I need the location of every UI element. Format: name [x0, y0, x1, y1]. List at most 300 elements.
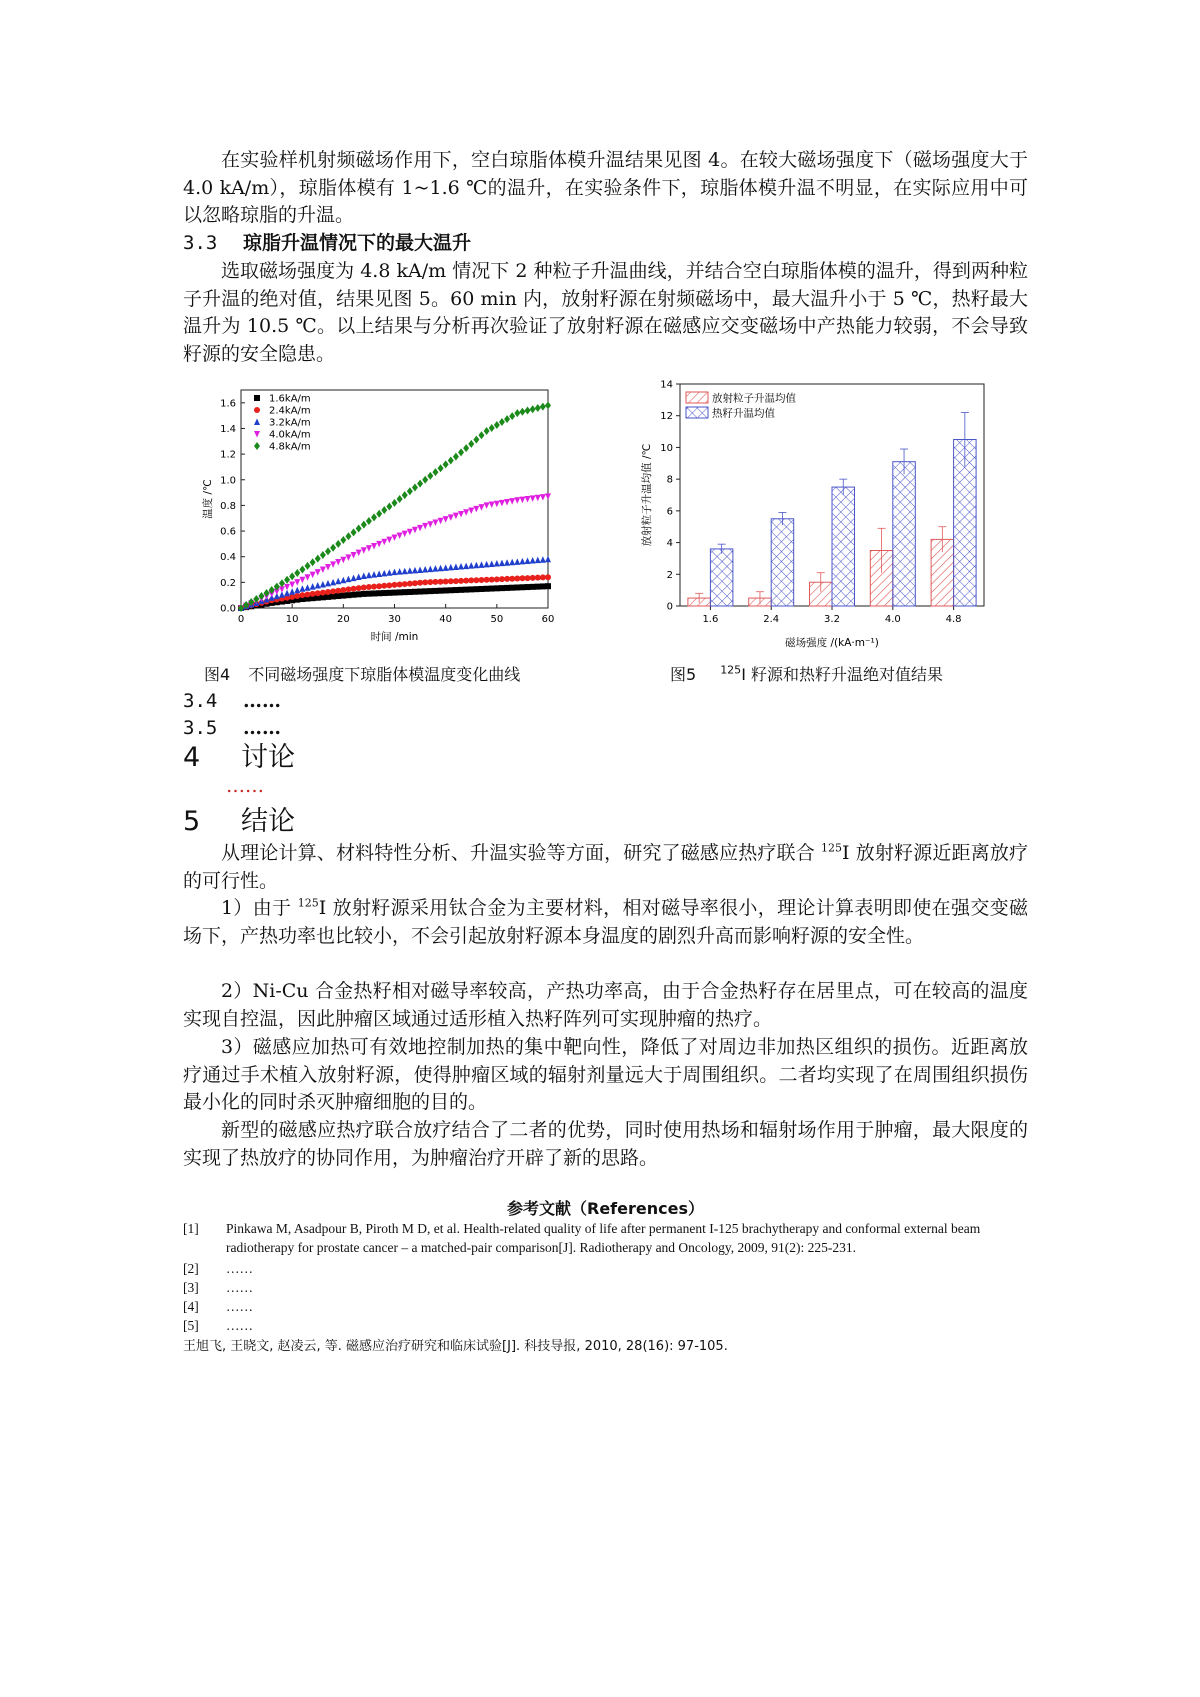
- reference-number: [3]: [183, 1280, 199, 1295]
- bar-thermoseed: [893, 462, 915, 606]
- data-point: [458, 587, 464, 593]
- conclusion-p1: [183, 840, 1028, 895]
- data-point: [525, 496, 531, 503]
- data-point: [473, 562, 479, 569]
- data-point: [386, 502, 392, 510]
- data-point: [253, 595, 259, 603]
- data-point: [530, 495, 536, 502]
- data-point: [340, 557, 346, 564]
- data-point: [330, 593, 336, 599]
- section-3-5-heading: [183, 715, 281, 742]
- data-point: [535, 575, 541, 581]
- data-point: [453, 513, 459, 520]
- legend-label: 热籽升温均值: [712, 407, 775, 420]
- data-point: [402, 581, 408, 587]
- section-3-4-text: ……: [243, 690, 281, 712]
- data-point: [484, 427, 490, 435]
- data-point: [386, 582, 392, 588]
- data-point: [356, 585, 362, 591]
- data-point: [458, 511, 464, 518]
- reference-text: Pinkawa M, Asadpour B, Piroth M D, et al. Health-related quality of life after permanent I-125 brachytherapy and conformal external beam radiotherapy for prostate cancer – a matched-pair comparison[J]. Radiotherapy and Oncology, 2009, 91(2): 225-231.: [226, 1221, 981, 1255]
- data-point: [397, 568, 403, 575]
- data-point: [397, 589, 403, 595]
- data-point: [540, 583, 546, 589]
- data-point: [519, 575, 525, 581]
- data-point: [412, 589, 418, 595]
- data-point: [478, 586, 484, 592]
- data-point: [299, 566, 305, 574]
- data-point: [294, 587, 300, 594]
- data-point: [335, 588, 341, 594]
- data-point: [289, 572, 295, 580]
- x-tick-label: 2.4: [763, 614, 780, 625]
- data-point: [386, 537, 392, 544]
- y-tick-label: 4: [666, 538, 673, 550]
- data-point: [540, 556, 546, 563]
- data-point: [509, 576, 515, 582]
- reference-text: ……: [226, 1280, 253, 1295]
- conclusion-p3: 2）Ni-Cu 合金热籽相对磁导率较高，产热功率高，由于合金热籽存在居里点，可在较高的温度实现自控温，因此肿瘤区域通过适形植入热籽阵列可实现肿瘤的热疗。: [183, 980, 1028, 1030]
- data-point: [438, 464, 444, 472]
- data-point: [525, 557, 531, 564]
- y-tick-label: 6: [666, 506, 673, 518]
- data-point: [494, 501, 500, 508]
- data-point: [330, 588, 336, 594]
- section-3-5-text: ……: [243, 717, 281, 739]
- data-point: [535, 495, 541, 502]
- data-point: [545, 401, 551, 409]
- section-3-4-number: 3.4: [183, 690, 218, 712]
- data-point: [407, 529, 413, 536]
- legend-label: 4.8kA/m: [269, 441, 311, 453]
- data-point: [499, 585, 505, 591]
- data-point: [540, 403, 546, 411]
- data-point: [478, 577, 484, 583]
- section-5-title: 结论: [241, 806, 295, 837]
- data-point: [535, 404, 541, 412]
- data-point: [422, 588, 428, 594]
- data-point: [545, 574, 551, 580]
- reference-item-2: [183, 1260, 1028, 1279]
- data-point: [463, 578, 469, 584]
- section-3-3-body: 选取磁场强度为 4.8 kA/m 情况下 2 种粒子升温曲线，并结合空白琼脂体模的温升，得到两种粒子升温的绝对值，结果见图 5。60 min 内，放射籽源在射频磁场中，最大温升小于 5 ℃，热籽最大温升为 10.5 ℃。以上结果与分析再次验证了放射籽源在磁感应交变磁场中产热能力较弱，不会导致籽源的安全隐患。: [183, 260, 1028, 365]
- data-point: [351, 592, 357, 598]
- data-point: [443, 587, 449, 593]
- data-point: [509, 412, 515, 420]
- data-point: [356, 550, 362, 557]
- data-point: [545, 556, 551, 563]
- legend-swatch: [686, 392, 708, 403]
- data-point: [545, 583, 551, 589]
- data-point: [325, 580, 331, 587]
- data-point: [376, 510, 382, 518]
- data-point: [494, 560, 500, 567]
- section-5-heading: [183, 806, 295, 838]
- section-4-number: 4: [183, 742, 201, 773]
- section-3-5-number: 3.5: [183, 717, 218, 739]
- data-point: [381, 583, 387, 589]
- data-point: [315, 555, 321, 563]
- legend-entry: [686, 407, 775, 420]
- data-point: [417, 580, 423, 586]
- data-point: [443, 460, 449, 468]
- reference-item-3: [183, 1279, 1028, 1298]
- data-point: [438, 518, 444, 525]
- data-point: [489, 586, 495, 592]
- data-point: [499, 500, 505, 507]
- data-point: [473, 577, 479, 583]
- data-point: [427, 566, 433, 573]
- section-3-4-heading: [183, 688, 281, 715]
- legend-label: 4.0kA/m: [269, 429, 311, 441]
- reference-number: [1]: [183, 1221, 199, 1236]
- y-tick-label: 2: [666, 569, 673, 581]
- data-point: [525, 575, 531, 581]
- conclusion-p2-sup: 125: [297, 896, 319, 910]
- data-point: [422, 523, 428, 530]
- section-5-number: 5: [183, 806, 201, 837]
- data-point: [294, 593, 300, 599]
- data-point: [514, 584, 520, 590]
- data-point: [392, 499, 398, 507]
- y-tick-label: 1.2: [220, 449, 236, 461]
- figure5-chart: [628, 378, 1008, 653]
- legend-label: 放射粒子升温均值: [712, 392, 796, 405]
- data-point: [254, 407, 260, 413]
- legend-entry: [254, 418, 311, 429]
- data-point: [397, 581, 403, 587]
- data-point: [489, 502, 495, 509]
- data-point: [412, 527, 418, 534]
- data-point: [356, 574, 362, 581]
- reference-number: [4]: [183, 1299, 199, 1314]
- figure4-caption-text: 不同磁场强度下琼脂体模温度变化曲线: [248, 665, 521, 684]
- data-point: [438, 565, 444, 572]
- data-point: [325, 547, 331, 555]
- data-point: [432, 588, 438, 594]
- data-point: [366, 572, 372, 579]
- data-point: [514, 576, 520, 582]
- data-point: [294, 579, 300, 586]
- reference-item-4: [183, 1298, 1028, 1317]
- data-point: [345, 592, 351, 598]
- data-point: [305, 562, 311, 570]
- data-point: [519, 558, 525, 565]
- data-point: [499, 560, 505, 567]
- section-4-heading: [183, 742, 295, 774]
- y-tick-label: 1.0: [220, 475, 236, 487]
- data-point: [530, 405, 536, 413]
- legend-entry: [254, 394, 311, 405]
- data-point: [305, 574, 311, 581]
- data-point: [525, 584, 531, 590]
- data-point: [489, 424, 495, 432]
- data-point: [366, 517, 372, 525]
- reference-text: ……: [226, 1318, 253, 1333]
- data-point: [448, 514, 454, 521]
- data-point: [371, 513, 377, 521]
- data-point: [530, 584, 536, 590]
- data-point: [438, 579, 444, 585]
- section-4-body: ……: [226, 775, 264, 797]
- reference-text: ……: [226, 1299, 253, 1314]
- data-point: [366, 591, 372, 597]
- y-tick-label: 1.4: [220, 423, 236, 435]
- data-point: [345, 576, 351, 583]
- x-tick-label: 4.0: [884, 614, 901, 625]
- data-point: [407, 589, 413, 595]
- data-point: [310, 583, 316, 590]
- data-point: [448, 457, 454, 465]
- data-point: [335, 593, 341, 599]
- data-point: [473, 506, 479, 513]
- data-point: [468, 440, 474, 448]
- data-point: [402, 531, 408, 538]
- data-point: [494, 576, 500, 582]
- legend-label: 3.2kA/m: [269, 417, 311, 429]
- data-point: [509, 559, 515, 566]
- reference-extra: 王旭飞, 王晓文, 赵凌云, 等. 磁感应治疗研究和临床试验[J]. 科技导报, 2010, 28(16): 97-105.: [183, 1339, 728, 1354]
- data-point: [453, 587, 459, 593]
- data-point: [330, 561, 336, 568]
- y-axis-label: 温度 /℃: [202, 479, 214, 519]
- data-point: [519, 408, 525, 416]
- data-point: [417, 525, 423, 532]
- intro-paragraph: 在实验样机射频磁场作用下，空白琼脂体模升温结果见图 4。在较大磁场强度下（磁场强度大于 4.0 kA/m），琼脂体模有 1~1.6 ℃的温升，在实验条件下，琼脂体模升温不明显，在实际应用中可以忽略琼脂的升温。: [183, 149, 1028, 226]
- data-point: [371, 590, 377, 596]
- data-point: [361, 591, 367, 597]
- data-point: [432, 579, 438, 585]
- data-point: [376, 541, 382, 548]
- y-tick-label: 0.6: [220, 526, 236, 538]
- data-point: [417, 566, 423, 573]
- references-title: 参考文献（References）: [507, 1199, 704, 1218]
- x-axis-label: 时间 /min: [370, 631, 419, 643]
- y-tick-label: 8: [666, 474, 673, 486]
- data-point: [463, 563, 469, 570]
- data-point: [504, 576, 510, 582]
- conclusion-p1-a: 从理论计算、材料特性分析、升温实验等方面，研究了磁感应热疗联合: [221, 842, 822, 864]
- figure4-chart: [183, 378, 573, 653]
- data-point: [284, 584, 290, 591]
- legend-label: 2.4kA/m: [269, 405, 311, 417]
- data-point: [484, 586, 490, 592]
- data-point: [489, 577, 495, 583]
- x-tick-label: 4.8: [945, 614, 962, 625]
- data-point: [356, 591, 362, 597]
- data-point: [484, 502, 490, 508]
- data-point: [463, 587, 469, 593]
- data-point: [448, 564, 454, 571]
- conclusion-p1-b: I 放射籽源近距离放疗的可行性。: [183, 842, 1028, 892]
- data-point: [320, 590, 326, 596]
- data-point: [351, 552, 357, 559]
- data-point: [458, 563, 464, 570]
- y-tick-label: 0.0: [220, 603, 236, 615]
- data-point: [540, 494, 546, 501]
- data-point: [366, 545, 372, 552]
- conclusion-p2-b: I 放射籽源采用钛合金为主要材料，相对磁导率很小，理论计算表明即使在强交变磁场下，产热功率也比较小，不会引起放射籽源本身温度的剧烈升高而影响籽源的安全性。: [183, 897, 1028, 947]
- data-point: [371, 543, 377, 550]
- legend-entry: [686, 392, 796, 405]
- bar-thermoseed: [832, 487, 854, 606]
- data-point: [289, 588, 295, 595]
- data-point: [289, 594, 295, 600]
- data-point: [366, 584, 372, 590]
- bar-thermoseed: [771, 519, 793, 606]
- data-point: [254, 442, 260, 450]
- y-tick-label: 1.6: [220, 398, 236, 410]
- data-point: [504, 415, 510, 423]
- y-axis-label: 放射粒子升温均值 /℃: [641, 443, 653, 547]
- x-tick-label: 30: [388, 614, 401, 625]
- data-point: [427, 588, 433, 594]
- data-point: [305, 584, 311, 591]
- data-point: [284, 590, 290, 597]
- data-point: [484, 561, 490, 568]
- data-point: [427, 472, 433, 480]
- x-axis-label: 磁场强度 /(kA·m⁻¹): [785, 637, 879, 649]
- y-tick-label: 0: [666, 601, 673, 613]
- data-point: [392, 534, 398, 541]
- data-point: [392, 590, 398, 596]
- data-point: [310, 558, 316, 566]
- data-point: [504, 559, 510, 566]
- data-point: [509, 585, 515, 591]
- conclusion-p1-sup: 125: [821, 841, 843, 855]
- data-point: [402, 491, 408, 499]
- data-point: [407, 487, 413, 495]
- data-point: [320, 581, 326, 588]
- data-point: [453, 578, 459, 584]
- data-point: [499, 576, 505, 582]
- data-point: [545, 493, 551, 500]
- reference-item-5: [183, 1317, 1028, 1336]
- data-point: [397, 495, 403, 503]
- data-point: [504, 585, 510, 591]
- data-point: [315, 569, 321, 576]
- data-point: [422, 579, 428, 585]
- data-point: [468, 577, 474, 583]
- data-point: [535, 557, 541, 564]
- data-point: [340, 536, 346, 544]
- reference-number: [2]: [183, 1261, 199, 1276]
- data-point: [299, 585, 305, 592]
- data-point: [412, 580, 418, 586]
- data-point: [320, 551, 326, 559]
- legend-swatch: [686, 407, 708, 418]
- data-point: [279, 579, 285, 587]
- data-point: [381, 506, 387, 514]
- data-point: [325, 564, 331, 571]
- x-tick-label: 40: [439, 614, 453, 625]
- legend-label: 1.6kA/m: [269, 393, 311, 405]
- data-point: [443, 578, 449, 584]
- legend-entry: [254, 430, 311, 441]
- data-point: [458, 448, 464, 456]
- figure5-caption-sup: 125: [720, 663, 742, 677]
- data-point: [386, 569, 392, 576]
- data-point: [525, 407, 531, 415]
- data-point: [340, 577, 346, 584]
- data-point: [448, 578, 454, 584]
- reference-text: ……: [226, 1261, 253, 1276]
- figure5-caption-label: 图5: [670, 665, 697, 684]
- conclusion-p4: 3）磁感应加热可有效地控制加热的集中靶向性，降低了对周边非加热区组织的损伤。近距离放疗通过手术植入放射籽源，使得肿瘤区域的辐射剂量远大于周围组织。二者均实现了在周围组织损伤最小化的同时杀灭肿瘤细胞的目的。: [183, 1036, 1028, 1113]
- data-point: [381, 570, 387, 577]
- data-point: [443, 564, 449, 571]
- x-tick-label: 10: [285, 614, 299, 625]
- data-point: [402, 568, 408, 575]
- data-point: [484, 577, 490, 583]
- data-point: [299, 577, 305, 584]
- data-point: [356, 524, 362, 532]
- data-point: [509, 498, 515, 505]
- data-point: [519, 497, 525, 504]
- legend-entry: [254, 442, 311, 453]
- data-point: [422, 476, 428, 484]
- data-point: [478, 561, 484, 568]
- data-point: [494, 585, 500, 591]
- conclusion-p2: [183, 895, 1028, 950]
- data-point: [345, 554, 351, 561]
- reference-item-1: [183, 1220, 1028, 1257]
- data-point: [335, 559, 341, 566]
- data-point: [320, 567, 326, 574]
- data-point: [371, 584, 377, 590]
- data-point: [315, 582, 321, 589]
- data-point: [361, 521, 367, 529]
- y-tick-label: 12: [660, 411, 673, 423]
- conclusion-p5: 新型的磁感应热疗联合放疗结合了二者的优势，同时使用热场和辐射场作用于肿瘤，最大限度的实现了热放疗的协同作用，为肿瘤治疗开辟了新的思路。: [183, 1119, 1028, 1169]
- data-point: [453, 563, 459, 570]
- data-point: [340, 593, 346, 599]
- figure4-caption: [204, 662, 520, 685]
- data-point: [468, 508, 474, 515]
- data-point: [535, 584, 541, 590]
- data-point: [361, 584, 367, 590]
- legend-entry: [254, 406, 311, 417]
- y-tick-label: 10: [660, 442, 673, 454]
- data-point: [540, 574, 546, 580]
- figure4-caption-label: 图4: [204, 665, 231, 684]
- data-point: [310, 572, 316, 579]
- x-tick-label: 50: [490, 614, 504, 625]
- y-tick-label: 14: [660, 379, 673, 391]
- data-point: [432, 520, 438, 527]
- data-point: [361, 547, 367, 554]
- data-point: [463, 444, 469, 452]
- data-point: [335, 540, 341, 548]
- data-point: [376, 571, 382, 578]
- x-tick-label: 1.6: [702, 614, 719, 625]
- data-point: [294, 569, 300, 577]
- data-point: [412, 483, 418, 491]
- data-point: [386, 590, 392, 596]
- data-point: [438, 588, 444, 594]
- data-point: [530, 557, 536, 564]
- data-point: [284, 576, 290, 584]
- data-point: [478, 504, 484, 511]
- bar-thermoseed: [710, 549, 732, 606]
- data-point: [254, 395, 260, 401]
- data-point: [381, 539, 387, 546]
- data-point: [514, 558, 520, 565]
- data-point: [473, 586, 479, 592]
- y-tick-label: 0.8: [220, 500, 236, 512]
- data-point: [299, 592, 305, 598]
- data-point: [417, 589, 423, 595]
